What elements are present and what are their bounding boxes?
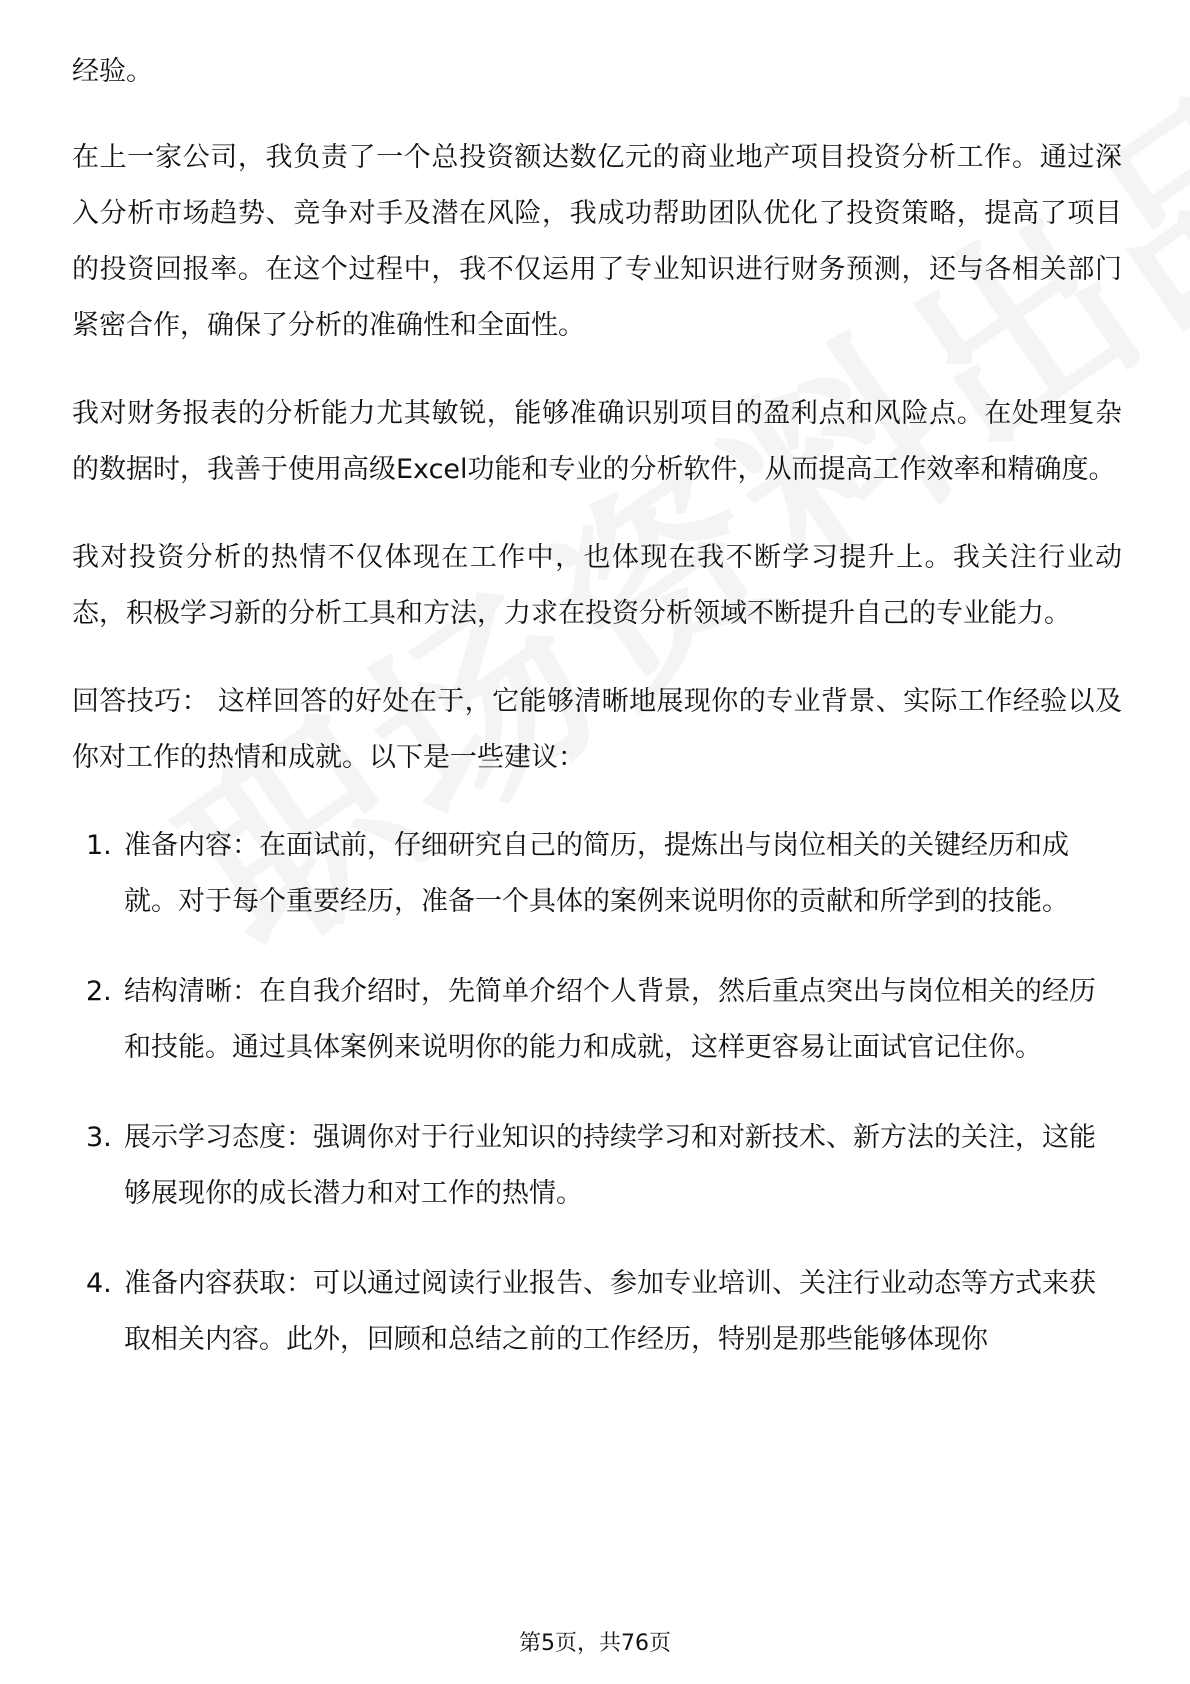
list-item	[72, 964, 1122, 1076]
list-item-number: 4.	[86, 1268, 112, 1299]
list-item-text: 准备内容获取：可以通过阅读行业报告、参加专业培训、关注行业动态等方式来获取相关内容。此外，回顾和总结之前的工作经历，特别是那些能够体现你	[124, 1268, 1096, 1355]
tips-list	[72, 818, 1122, 1368]
paragraph-project-experience: 在上一家公司，我负责了一个总投资额达数亿元的商业地产项目投资分析工作。通过深入分析市场趋势、竞争对手及潜在风险，我成功帮助团队优化了投资策略，提高了项目的投资回报率。在这个过程中，我不仅运用了专业知识进行财务预测，还与各相关部门紧密合作，确保了分析的准确性和全面性。	[72, 142, 1122, 341]
list-item-text: 准备内容：在面试前，仔细研究自己的简历，提炼出与岗位相关的关键经历和成就。对于每个重要经历，准备一个具体的案例来说明你的贡献和所学到的技能。	[124, 830, 1069, 917]
list-item	[72, 1256, 1122, 1368]
list-item-number: 3.	[86, 1122, 112, 1153]
paragraph-continuation: 经验。	[72, 56, 153, 87]
page-number-footer: 第5页，共76页	[519, 1631, 671, 1656]
list-item-number: 2.	[86, 976, 112, 1007]
list-item	[72, 818, 1122, 930]
paragraph-financial-analysis: 我对财务报表的分析能力尤其敏锐，能够准确识别项目的盈利点和风险点。在处理复杂的数据时，我善于使用高级Excel功能和专业的分析软件，从而提高工作效率和精确度。	[72, 398, 1122, 485]
list-item-number: 1.	[86, 830, 112, 861]
list-item-text: 展示学习态度：强调你对于行业知识的持续学习和对新技术、新方法的关注，这能够展现你的成长潜力和对工作的热情。	[124, 1122, 1096, 1209]
paragraph-passion: 我对投资分析的热情不仅体现在工作中，也体现在我不断学习提升上。我关注行业动态，积极学习新的分析工具和方法，力求在投资分析领域不断提升自己的专业能力。	[72, 542, 1122, 629]
document-body	[72, 44, 1122, 1402]
list-item-text: 结构清晰：在自我介绍时，先简单介绍个人背景，然后重点突出与岗位相关的经历和技能。通过具体案例来说明你的能力和成就，这样更容易让面试官记住你。	[124, 976, 1096, 1063]
paragraph-answer-tips: 回答技巧： 这样回答的好处在于，它能够清晰地展现你的专业背景、实际工作经验以及你对工作的热情和成就。以下是一些建议：	[72, 686, 1122, 773]
list-item	[72, 1110, 1122, 1222]
